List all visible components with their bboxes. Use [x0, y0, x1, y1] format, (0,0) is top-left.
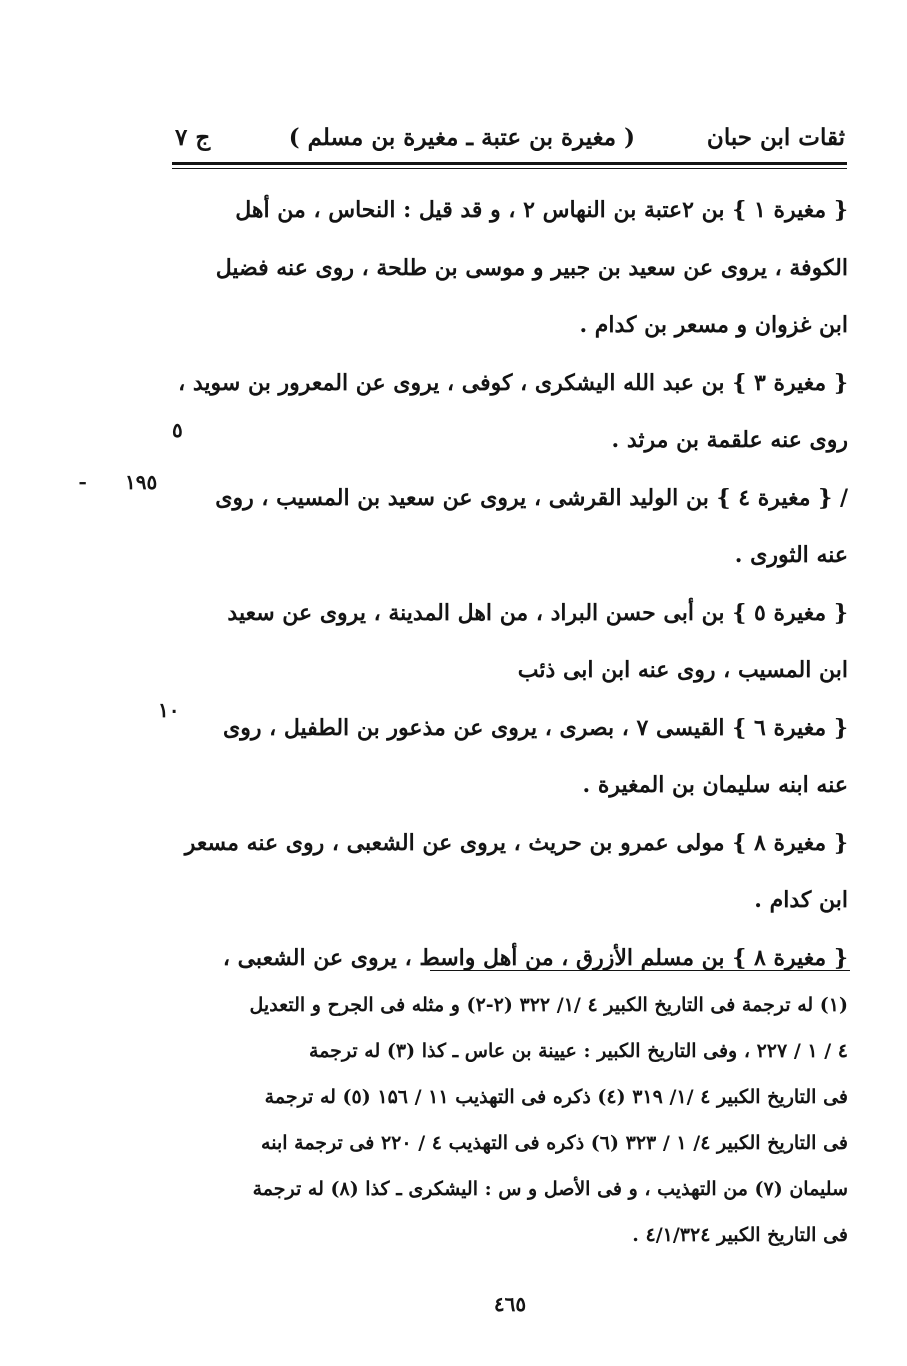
footnote-separator: [430, 970, 850, 971]
text-line: { مغيرة ۸ } مولى عمرو بن حريث ، يروى عن الشعبى ، روى عنه مسعر: [184, 829, 848, 856]
volume-number: ج ٧: [175, 124, 211, 151]
footnotes: [188, 982, 848, 1258]
footnote-line: (۱) له ترجمة فى التاريخ الكبير ٤ /۱/ ۳۲۲ (۲-۲) و مثله فى الجرح و التعديل: [249, 994, 848, 1016]
text-line: { مغيرة ٥ } بن أبى حسن البراد ، من اهل المدينة ، يروى عن سعيد: [227, 599, 848, 626]
margin-line-number-10: ١٠: [158, 698, 180, 722]
text-line: { مغيرة ٦ } القيسى ۷ ، بصرى ، يروى عن مذعور بن الطفيل ، روى: [222, 714, 848, 741]
text-line: الكوفة ، يروى عن سعيد بن جبير و موسى بن طلحة ، روى عنه فضيل: [215, 254, 848, 281]
text-line: { مغيرة ۳ } بن عبد الله اليشكرى ، كوفى ، يروى عن المعرور بن سويد ،: [178, 369, 848, 396]
text-line: { مغيرة ۸ } بن مسلم الأزرق ، من أهل واسط ، يروى عن الشعبى ،: [222, 944, 848, 971]
header-rule-thick: [172, 162, 847, 165]
text-line: ابن غزوان و مسعر بن كدام .: [579, 312, 848, 338]
text-line: روى عنه علقمة بن مرثد .: [611, 427, 848, 453]
margin-page-ref-mark: ـ: [80, 468, 86, 489]
running-header: [175, 118, 845, 158]
footnote-line: فى التاريخ الكبير ٤ /۱/ ۳۱۹ (٤) ذكره فى التهذيب ۱۱ / ۱۵٦ (٥) له ترجمة: [264, 1086, 848, 1108]
footnote-line: ٤ / ۱ / ۲۲۷ ، وفى التاريخ الكبير : عيينة بن عاس ـ كذا (۳) له ترجمة: [309, 1040, 848, 1062]
text-line: عنه الثورى .: [734, 542, 848, 568]
header-rule-thin: [172, 168, 847, 169]
text-line: عنه ابنه سليمان بن المغيرة .: [582, 772, 848, 798]
page-number: ٤٦٥: [493, 1292, 527, 1316]
margin-line-number-5: ٥: [172, 418, 183, 442]
footnote-line: فى التاريخ الكبير ٤/۱/۳۲٤ .: [632, 1224, 848, 1246]
text-line: ابن كدام .: [754, 887, 848, 913]
header-subject: ( مغيرة بن عتبة ـ مغيرة بن مسلم ): [288, 124, 635, 151]
book-title: ثقات ابن حبان: [706, 124, 845, 151]
main-text: [178, 182, 848, 987]
footnote-line: سليمان (۷) من التهذيب ، و فى الأصل و س : اليشكرى ـ كذا (۸) له ترجمة: [252, 1178, 848, 1200]
text-line: ابن المسيب ، روى عنه ابن ابى ذئب: [517, 657, 848, 683]
text-line: / { مغيرة ٤ } بن الوليد القرشى ، يروى عن سعيد بن المسيب ، روى: [215, 484, 848, 511]
footnote-line: فى التاريخ الكبير ٤/ ۱ / ۳۲۳ (٦) ذكره فى التهذيب ٤ / ۲۲۰ فى ترجمة ابنه: [261, 1132, 848, 1154]
text-line: { مغيرة ۱ } بن ۲عتبة بن النهاس ۲ ، و قد قيل : النحاس ، من أهل: [235, 197, 848, 223]
margin-original-page-ref: ١٩٥: [125, 470, 158, 494]
